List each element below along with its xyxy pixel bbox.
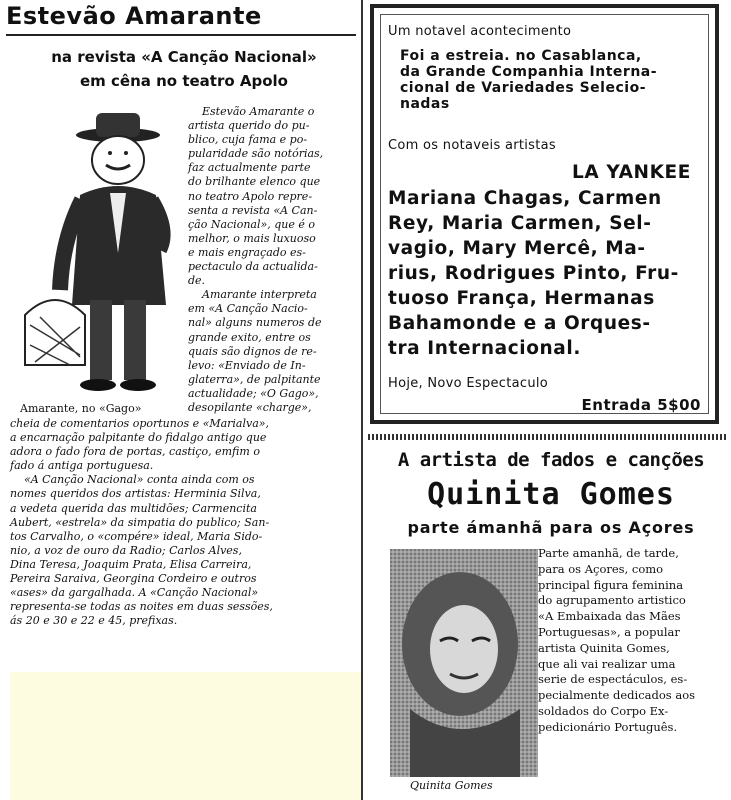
article-subheading: parte ámanhã para os Açores xyxy=(407,518,695,537)
text-line: vagio, Mary Mercê, Ma- xyxy=(388,238,646,259)
text-line: levo: «Enviado de In- xyxy=(188,358,306,372)
text-line: pularidade são notórias, xyxy=(188,147,324,161)
text-line: cional de Variedades Selecio- xyxy=(400,80,646,96)
text-line: ás 20 e 30 e 22 e 45, prefixas. xyxy=(10,614,178,628)
text-line: Pereira Saraiva, Georgina Cordeiro e outros xyxy=(10,572,257,586)
text-line: representa-se todas as noites em duas sessões, xyxy=(10,600,273,614)
text-line: pectaculo da actualida- xyxy=(188,260,318,274)
ad-artist-list xyxy=(388,186,708,361)
text-line: tuoso França, Hermanas xyxy=(388,288,655,309)
caricature-illustration xyxy=(20,105,190,405)
text-line: nal» alguns numeros de xyxy=(188,316,322,330)
text-line: rius, Rodrigues Pinto, Fru- xyxy=(388,263,679,284)
paragraph-beside-figure xyxy=(188,105,360,415)
paragraph-full-width xyxy=(10,417,360,628)
text-line: Rey, Maria Carmen, Sel- xyxy=(388,213,652,234)
text-line: Dina Teresa, Joaquim Prata, Elisa Carreira, xyxy=(10,557,252,571)
text-line: Foi a estreia. no Casablanca, xyxy=(400,48,642,64)
text-line: «ases» da gargalhada. A «Canção Nacional» xyxy=(10,586,259,600)
text-line: cheia de comentarios oportunos e «Marialva», xyxy=(10,417,270,430)
text-line: do agrupamento artistico xyxy=(538,593,686,608)
ad-with-artists: Com os notaveis artistas xyxy=(388,138,556,153)
article-name-heading: Quinita Gomes xyxy=(427,477,675,512)
text-line: artista Quinita Gomes, xyxy=(538,640,670,655)
text-line: Amarante interpreta xyxy=(202,288,317,302)
text-line: tos Carvalho, o «compére» ideal, Maria Sido- xyxy=(10,529,263,543)
text-line: tra Internacional. xyxy=(388,338,581,359)
text-line: Aubert, «estrela» da simpatia do publico; San- xyxy=(10,515,270,529)
text-line: pedicionário Português. xyxy=(538,719,678,734)
text-line: adora o fado fora de portas, castiço, emfim o xyxy=(10,445,260,459)
paragraph-quinita xyxy=(538,546,725,736)
text-line: desopilante «charge», xyxy=(188,400,312,414)
text-line: Portuguesas», a popular xyxy=(538,624,680,639)
article-subtitle-2: em cêna no teatro Apolo xyxy=(80,72,288,90)
text-line: de. xyxy=(188,274,206,288)
column-divider xyxy=(361,0,363,800)
ad-bold-announcement xyxy=(400,48,657,112)
text-line: grande exito, entre os xyxy=(188,330,311,344)
text-line: serie de espectáculos, es- xyxy=(538,672,688,687)
text-line: «A Canção Nacional» conta ainda com os xyxy=(24,473,255,487)
photo-caption: Quinita Gomes xyxy=(410,779,493,792)
article-title: Estevão Amarante xyxy=(6,2,356,36)
text-line: melhor, o mais luxuoso xyxy=(188,231,316,245)
text-line: ção Nacional», que é o xyxy=(188,217,315,231)
text-line: em «A Canção Nacio- xyxy=(188,302,308,316)
text-line: Mariana Chagas, Carmen xyxy=(388,188,662,209)
ad-entry-price: Entrada 5$00 xyxy=(581,396,701,414)
figure-caption: Amarante, no «Gago» xyxy=(20,402,142,415)
text-line: Bahamonde e a Orques- xyxy=(388,313,651,334)
text-line: faz actualmente parte xyxy=(188,161,311,175)
text-line: Parte amanhã, de tarde, xyxy=(538,546,679,560)
text-line: principal figura feminina xyxy=(538,577,684,592)
text-line: que ali vai realizar uma xyxy=(538,656,676,671)
text-line: blico, cuja fama e po- xyxy=(188,133,308,147)
text-line: «A Embaixada das Mães xyxy=(538,609,681,624)
text-line: actualidade; «O Gago», xyxy=(188,386,319,400)
text-line: senta a revista «A Can- xyxy=(188,203,318,217)
text-line: para os Açores, como xyxy=(538,561,664,576)
text-line: Estevão Amarante o xyxy=(202,105,315,118)
blank-area xyxy=(10,672,361,800)
ad-headliner: LA YANKEE xyxy=(572,162,691,183)
text-line: nomes queridos dos artistas: Herminia Silva, xyxy=(10,487,261,501)
text-line: nadas xyxy=(400,96,450,112)
text-line: soldados do Corpo Ex- xyxy=(538,703,669,718)
advertisement-box xyxy=(370,4,719,424)
text-line: pecialmente dedicados aos xyxy=(538,688,696,703)
text-line: a vedeta querida das multidões; Carmencita xyxy=(10,501,257,515)
section-divider xyxy=(368,434,726,440)
text-line: glaterra», de palpitante xyxy=(188,372,321,386)
ad-intro: Um notavel acontecimento xyxy=(388,24,572,39)
text-line: do brilhante elenco que xyxy=(188,175,321,189)
text-line: no teatro Apolo repre- xyxy=(188,189,313,203)
text-line: nio, a voz de ouro da Radio; Carlos Alves, xyxy=(10,543,242,557)
text-line: quais são dignos de re- xyxy=(188,344,317,358)
text-line: artista querido do pu- xyxy=(188,119,310,133)
text-line: da Grande Companhia Interna- xyxy=(400,64,658,80)
text-line: fado á antiga portuguesa. xyxy=(10,459,154,473)
portrait-photo xyxy=(390,549,538,777)
ad-today: Hoje, Novo Espectaculo xyxy=(388,376,549,391)
text-line: e mais engraçado es- xyxy=(188,245,306,259)
article-heading: A artista de fados e canções xyxy=(397,449,705,471)
article-subtitle-1: na revista «A Canção Nacional» xyxy=(51,48,317,66)
text-line: a encarnação palpitante do fidalgo antigo que xyxy=(10,431,267,445)
